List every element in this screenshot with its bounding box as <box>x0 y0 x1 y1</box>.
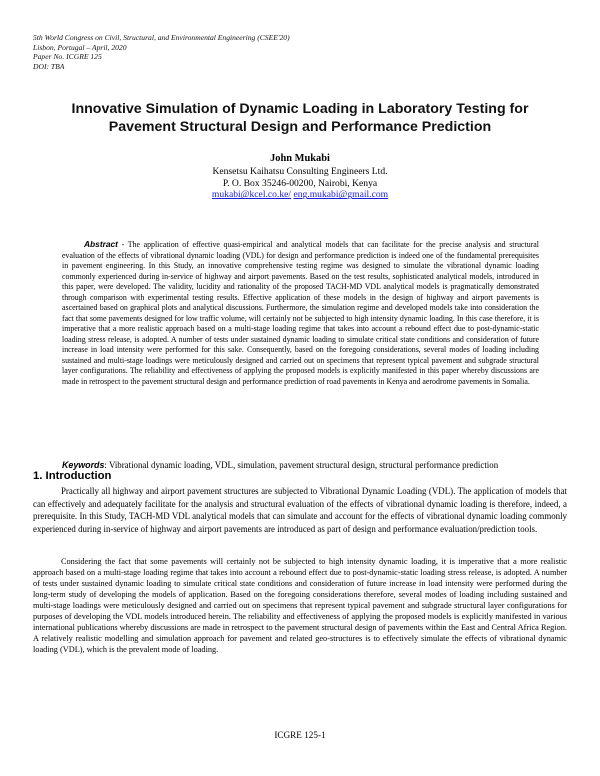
conference-name: 5th World Congress on Civil, Structural, and Environmental Engineering (CSEE'20) <box>33 33 290 42</box>
email-link-primary[interactable]: mukabi@kcel.co.ke/ <box>211 189 292 201</box>
abstract <box>62 239 539 387</box>
author-emails <box>100 189 500 201</box>
email-link-secondary[interactable]: eng.mukabi@gmail.com <box>293 189 389 201</box>
author-affiliation: Kensetsu Kaihatsu Consulting Engineers Ltd. <box>212 165 388 177</box>
abstract-label: Abstract <box>84 239 118 249</box>
page-footer: ICGRE 125-1 <box>274 730 326 740</box>
author-block <box>100 153 500 201</box>
author-name: John Mukabi <box>270 153 330 164</box>
abstract-text: - The application of effective quasi-empirical and analytical models that can facilitate for the precise analysis and structural evaluation of the effects of vibrational dynamic loading (VDL) for design and performance prediction is indeed one of the fundamental prerequisites in pavement engineering. In this Study, an innovative comprehensive testing regime was designed to simulate the vibrational dynamic loading commonly experienced during in-service of highway and airport pavements. Based on the test results, sophisticated analytical models, introduced in this paper, were developed. The validity, lucidity and rationality of the proposed TACH-MD VDL analytical models is pragmatically demonstrated through comparison with experimental testing results. Effective application of these models in the design of highway and airport pavements is ascertained based on graphical plots and analytical discussions. Furthermore, the simulation regime and developed models take into consideration the fact that some pavements designed for low traffic volume, will certainly not be subjected to high intensity dynamic loading. In this case therefore, it is imperative that a more realistic approach based on a multi-stage loading regime that takes into account a rebound effect due to post-dynamic-static loading stress release, is adopted. A number of tests under sustained dynamic loading to simulate critical state conditions and consideration of future increase in load intensity were performed for this sake. Consequently, based on the foregoing considerations, several modes of loading including sustained and multi-stage loadings were meticulously designed and carried out on specimens that represent typical pavement and subgrade structural layer configurations. The reliability and effectiveness of applying the proposed models is explicitly manifested in this paper whereby discussions are made in retrospect to the pavement structural design and performance prediction of road pavements in Kenya and aerodrome pavements in Somalia. <box>62 240 539 386</box>
introduction-paragraph-1: Practically all highway and airport pavement structures are subjected to Vibrational Dynamic Loading (VDL). The application of models that can effectively and adequately facilitate for the analysis and structural evaluation of the effects of vibrational dynamic loading is therefore, indeed, a prerequisite. In this Study, TACH-MD VDL analytical models that can simulate and account for the effects of vibrational dynamic loading commonly experienced during in-service of highway and airport pavements are introduced as part of design and performance evaluation/prediction tools. <box>33 486 567 534</box>
keywords-label: Keywords <box>62 460 105 470</box>
keywords-text: : Vibrational dynamic loading, VDL, simulation, pavement structural design, structural performance prediction <box>104 460 499 470</box>
author-address: P. O. Box 35246-00200, Nairobi, Kenya <box>222 177 378 189</box>
doi: DOI: TBA <box>33 61 65 71</box>
introduction-paragraph-2: Considering the fact that some pavements will certainly not be subjected to high intensity dynamic loading, it is imperative that a more realistic approach based on a multi-stage loading regime that takes into account a rebound effect due to post-dynamic-static loading stress release, is adopted. A number of tests under sustained dynamic loading to simulate critical state conditions and consideration of future increase in load intensity were performed during the long-term study of developing the models of application. Based on the foregoing considerations therefore, several modes of loading including sustained and multi-stage loadings were meticulously designed and carried out on specimens that represent typical pavement and subgrade structural layer configurations for purposes of developing the VDL models introduced herein. The reliability and effectiveness of applying the proposed models is explicitly manifested in various international publications whereby discussions are made in retrospect to the pavement structural design of pavements within the East and Central Africa Region. A relatively realistic modelling and simulation approach for pavement and related geo-structures is to effectively simulate the effects of vibrational dynamic loading (VDL), which is the prevalent mode of loading. <box>33 557 567 654</box>
conference-location: Lisbon, Portugal – April, 2020 <box>33 42 127 52</box>
conference-header <box>33 33 290 71</box>
paper-title: Innovative Simulation of Dynamic Loading in Laboratory Testing for Pavement Structural Design and Performance Prediction <box>71 101 529 135</box>
section-heading-introduction: 1. Introduction <box>33 470 112 482</box>
keywords <box>62 460 552 471</box>
paper-number: Paper No. ICGRE 125 <box>33 52 102 62</box>
